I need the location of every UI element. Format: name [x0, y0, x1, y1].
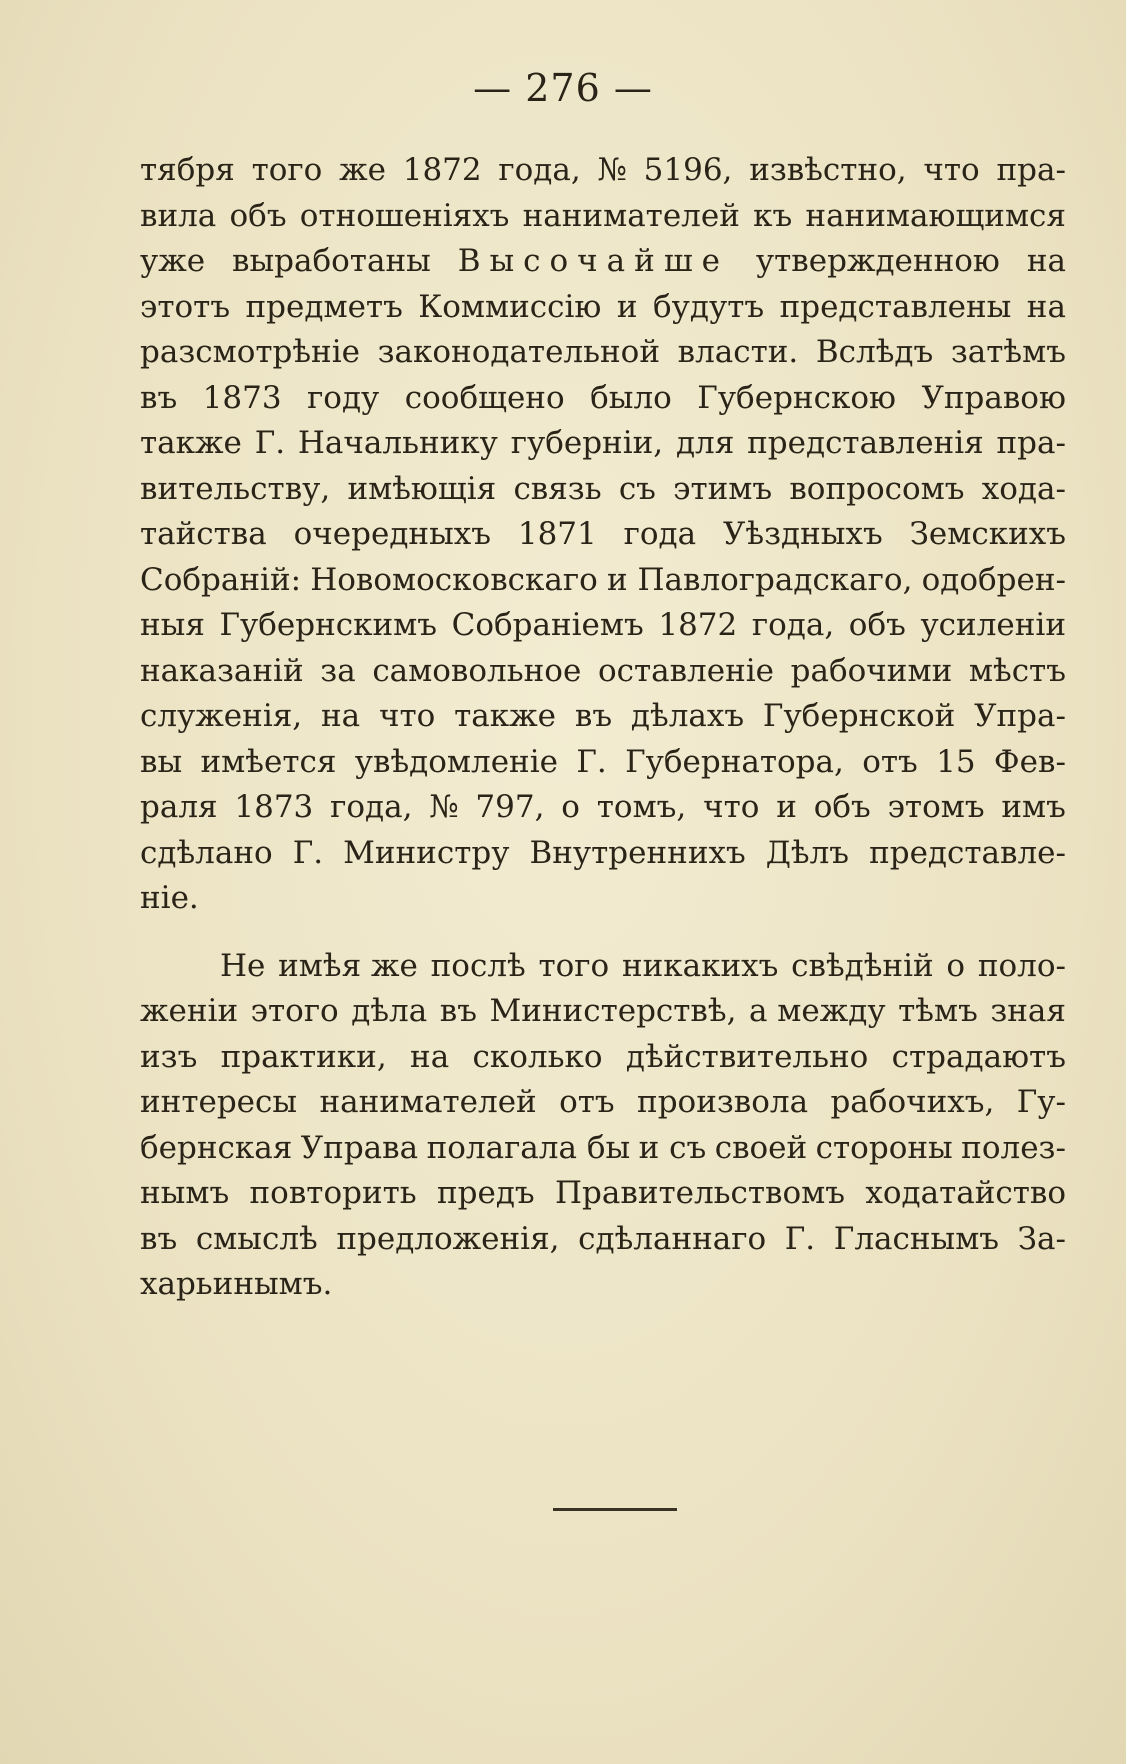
word: Губернской: [762, 698, 956, 734]
text-line: [140, 1035, 1066, 1081]
word: Коммиссію: [418, 288, 602, 325]
word: томъ,: [596, 789, 687, 825]
text-line: [140, 148, 1066, 194]
word: года,: [498, 152, 581, 188]
word: объ: [813, 789, 871, 825]
word: 1873: [234, 789, 314, 825]
word: харьинымъ.: [140, 1266, 333, 1302]
word: произвола: [637, 1084, 809, 1120]
word: на: [321, 698, 361, 734]
word: съ: [618, 470, 656, 507]
word: связь: [513, 470, 602, 507]
word: самовольное: [372, 652, 582, 689]
word: на: [1026, 243, 1066, 279]
text-line: [140, 831, 1066, 877]
word: одобрен-: [921, 561, 1066, 598]
word: За-: [1017, 1220, 1066, 1257]
word: интересы: [140, 1084, 298, 1120]
word: 797,: [475, 789, 545, 825]
word: Земскихъ: [909, 516, 1066, 552]
word: о: [561, 789, 580, 825]
word: о: [946, 947, 966, 984]
word: власти.: [677, 334, 799, 370]
word: ныя: [140, 607, 205, 643]
word: дѣла: [351, 993, 428, 1029]
word: уже: [140, 243, 206, 279]
text-line: [140, 1080, 1066, 1126]
word: Собраній:: [140, 561, 302, 598]
word: мѣстъ: [968, 652, 1066, 689]
word: страдаютъ: [891, 1038, 1066, 1075]
word: дѣйствительно: [625, 1038, 869, 1075]
text-line: [140, 421, 1066, 467]
word: Не: [220, 947, 266, 984]
text-line: [140, 558, 1066, 604]
word: усиленіи: [920, 607, 1066, 643]
word: что: [703, 789, 760, 825]
word: этого: [250, 993, 339, 1029]
word: никакихъ: [621, 947, 779, 984]
text-line: [140, 376, 1066, 422]
word: Губернатора,: [625, 743, 844, 780]
word: а между: [748, 993, 886, 1029]
word: Правительствомъ: [555, 1175, 846, 1211]
word: извѣстно,: [749, 152, 907, 188]
word: 5196,: [643, 152, 733, 188]
word: Управою: [921, 379, 1066, 416]
word: повторить: [249, 1175, 417, 1211]
word: Г.: [292, 834, 324, 871]
word: также: [140, 425, 242, 461]
word: предъ: [436, 1175, 535, 1211]
word: Начальнику: [297, 425, 498, 461]
paragraph-gap: [140, 922, 1066, 944]
word: зная: [990, 993, 1066, 1029]
word: стороны: [815, 1129, 953, 1166]
text-line: [140, 194, 1066, 240]
word: законодательной: [377, 334, 660, 370]
word: вительству,: [140, 470, 331, 507]
word: объ: [848, 607, 906, 643]
word: Гласнымъ: [833, 1220, 1000, 1257]
word: сдѣлано: [140, 834, 273, 871]
text-line: [140, 512, 1066, 558]
word: сколько: [472, 1038, 603, 1075]
word: смыслѣ: [195, 1220, 318, 1257]
text-line: [140, 1262, 1066, 1308]
text-line: [140, 1217, 1066, 1263]
word: имѣется: [200, 743, 337, 780]
text-line: [140, 785, 1066, 831]
word: Министру: [343, 834, 510, 871]
text-line: [140, 285, 1066, 331]
word: тября: [140, 152, 235, 188]
word: отношеніяхъ: [299, 197, 510, 234]
word: затѣмъ: [950, 334, 1066, 370]
word: 15: [936, 743, 976, 780]
word: тѣмъ: [898, 993, 978, 1029]
word: представленія: [747, 425, 984, 461]
word: Министерствѣ,: [489, 993, 737, 1029]
word: и: [616, 288, 638, 325]
word: вила: [140, 197, 217, 234]
word: 1872: [402, 152, 482, 188]
word: рабочими: [790, 652, 953, 689]
word: послѣ: [430, 947, 526, 984]
word: Г.: [254, 425, 286, 461]
text-line: [140, 467, 1066, 513]
word: служенія,: [140, 698, 303, 734]
word: также: [454, 698, 557, 734]
word: Уѣздныхъ: [723, 516, 883, 552]
word: увѣдомленіе: [354, 743, 558, 780]
word: полез-: [961, 1129, 1066, 1166]
word: №: [429, 789, 459, 825]
word: сообщено: [404, 379, 565, 416]
word: что: [923, 152, 980, 188]
word: наказаній: [140, 652, 304, 689]
word: предметъ: [245, 288, 403, 325]
word: очередныхъ: [293, 516, 491, 552]
text-line: [140, 603, 1066, 649]
word: представле-: [869, 834, 1066, 871]
word: что: [379, 698, 436, 734]
word: хода-: [981, 470, 1066, 507]
word: предложенія,: [336, 1220, 560, 1257]
word: свѣдѣній: [791, 947, 934, 984]
word: же: [339, 152, 386, 188]
body-text: [140, 148, 1066, 1308]
word: имѣя же: [278, 947, 418, 984]
word: Дѣлъ: [765, 834, 850, 871]
word: своей: [714, 1129, 808, 1166]
word: года: [623, 516, 697, 552]
word: года,: [330, 789, 413, 825]
word: пра-: [996, 425, 1066, 461]
word: утвержденною: [755, 243, 1000, 279]
word: 1872: [658, 607, 738, 643]
word: за: [320, 652, 356, 689]
word: было: [590, 379, 672, 416]
text-line: [140, 1126, 1066, 1172]
text-line: [140, 876, 1066, 922]
word: Губернскою: [697, 379, 896, 416]
word: разсмотрѣніе: [140, 334, 360, 370]
word: будутъ: [653, 288, 765, 325]
word: ходатайство: [865, 1175, 1066, 1211]
word: Гу-: [1016, 1084, 1066, 1120]
word: Собраніемъ: [451, 607, 644, 643]
word: тайства: [140, 516, 267, 552]
word: для: [675, 425, 735, 461]
text-line: [140, 694, 1066, 740]
text-line: [140, 330, 1066, 376]
word: Вслѣдъ: [815, 334, 934, 370]
word: Новомосковскаго: [310, 561, 598, 598]
word: нымъ: [140, 1175, 230, 1211]
word: въ: [574, 698, 613, 734]
paragraph: [140, 148, 1066, 922]
word: на: [410, 1038, 450, 1075]
text-line: [140, 944, 1066, 990]
word: въ: [439, 993, 477, 1029]
word: отъ: [559, 1084, 615, 1120]
word: Губернскимъ: [219, 607, 438, 643]
word: имъ: [1001, 789, 1066, 825]
word: бернская: [140, 1129, 293, 1166]
word: женіи: [140, 993, 239, 1029]
word: этотъ: [140, 288, 231, 325]
word: Фев-: [993, 743, 1066, 780]
word: вы: [140, 743, 183, 780]
word: представлены: [779, 288, 1012, 325]
word: нанимателей: [522, 197, 740, 234]
word: Г.: [784, 1220, 816, 1257]
word: дѣлахъ: [630, 698, 745, 734]
word: практики,: [220, 1038, 387, 1075]
word: пра-: [996, 152, 1066, 188]
word: 1873: [202, 379, 282, 416]
word: и Павлоградскаго,: [606, 561, 913, 598]
word: раля: [140, 789, 218, 825]
text-line: [140, 989, 1066, 1035]
word: №: [597, 152, 627, 188]
word: губерніи,: [510, 425, 664, 461]
word: отъ: [862, 743, 918, 780]
word: въ: [140, 1220, 178, 1257]
word: и: [776, 789, 797, 825]
word: въ: [140, 379, 178, 416]
word: Управа: [300, 1129, 419, 1166]
text-line: [140, 239, 1066, 285]
text-line: [140, 649, 1066, 695]
word: изъ: [140, 1038, 198, 1075]
word: полагала бы: [426, 1129, 631, 1166]
word: того: [251, 152, 323, 188]
word: къ: [753, 197, 793, 234]
word: 1871: [517, 516, 597, 552]
word: на: [1026, 288, 1066, 325]
word: года,: [751, 607, 835, 643]
word: ніе.: [140, 880, 199, 916]
word: рабочихъ,: [830, 1084, 995, 1120]
word: объ: [229, 197, 287, 234]
word: Г.: [576, 743, 607, 780]
word: вопросомъ: [789, 470, 965, 507]
word: году: [307, 379, 380, 416]
word: этомъ: [887, 789, 985, 825]
word: сдѣланнаго: [578, 1220, 767, 1257]
word: Внутреннихъ: [529, 834, 746, 871]
paragraph: [140, 944, 1066, 1308]
word: оставленіе: [597, 652, 775, 689]
word: имѣющія: [347, 470, 497, 507]
page-number: — 276 —: [473, 66, 653, 110]
footnote-separator: [553, 1508, 677, 1511]
word: выработаны: [232, 243, 431, 279]
word: Высочайше: [457, 243, 729, 279]
word: и съ: [638, 1129, 707, 1166]
text-line: [140, 740, 1066, 786]
word: нанимающимся: [805, 197, 1066, 234]
text-line: [140, 1171, 1066, 1217]
word: того: [538, 947, 610, 984]
word: нанимателей: [319, 1084, 537, 1120]
word: поло-: [977, 947, 1066, 984]
word: этимъ: [673, 470, 773, 507]
word: Упра-: [974, 698, 1066, 734]
